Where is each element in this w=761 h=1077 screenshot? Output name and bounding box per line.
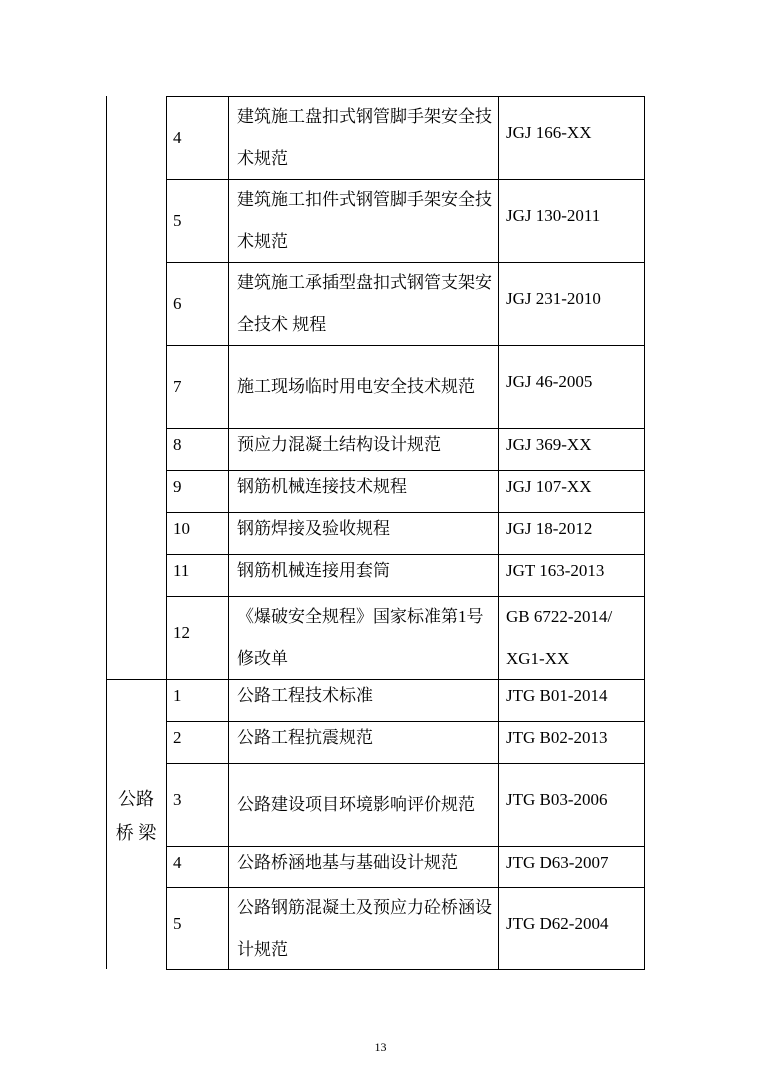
row-number: 12 [173,623,190,642]
row-number: 5 [173,211,182,230]
category-label [106,782,166,850]
category-line-2: 桥 梁 [115,823,157,843]
standard-name: 建筑施工扣件式钢管脚手架安全技术规范 [237,190,492,251]
standard-code: JGJ 107-XX [506,476,592,496]
row-number: 2 [173,727,182,747]
page-number: 13 [374,1040,387,1054]
row-number: 7 [173,377,182,396]
standard-name: 施工现场临时用电安全技术规范 [237,377,475,396]
row-number: 4 [173,128,182,147]
standard-name: 预应力混凝土结构设计规范 [237,434,441,454]
standard-code: JTG B01-2014 [506,685,608,705]
row-number: 9 [173,476,182,496]
standard-code: JTG B03-2006 [506,790,608,809]
row-number: 8 [173,434,182,454]
category-line-1: 公路 [118,789,154,809]
row-number: 4 [173,852,182,872]
standard-code: JGJ 18-2012 [506,518,593,538]
standard-code: JTG B02-2013 [506,727,608,747]
standard-name: 钢筋机械连接技术规程 [237,476,407,496]
standard-name: 建筑施工承插型盘扣式钢管支架安全技术 规程 [237,273,492,334]
row-number: 5 [173,914,182,933]
standard-code: JGJ 130-2011 [506,206,601,225]
standard-name: 公路建设项目环境影响评价规范 [237,795,475,814]
standard-name: 《爆破安全规程》国家标准第1号修改单 [237,607,484,668]
standard-code: JGJ 231-2010 [506,289,601,308]
standard-code: JGJ 46-2005 [506,372,593,391]
row-number: 10 [173,518,190,538]
standard-code: JGJ 369-XX [506,434,592,454]
row-number: 11 [173,560,190,580]
standard-name: 公路钢筋混凝土及预应力砼桥涵设计规范 [237,897,492,959]
row-number: 1 [173,685,182,705]
standard-name: 公路工程抗震规范 [237,727,373,747]
standard-name: 公路桥涵地基与基础设计规范 [237,852,458,872]
standard-code: JGJ 166-XX [506,123,592,142]
standard-code: JGT 163-2013 [506,560,605,580]
right-border [644,96,645,969]
standard-name: 钢筋焊接及验收规程 [237,518,390,538]
standard-name: 公路工程技术标准 [237,685,373,705]
standard-code: JTG D62-2004 [506,914,609,933]
row-number: 6 [173,294,182,313]
standard-code: JTG D63-2007 [506,852,609,872]
standard-name: 建筑施工盘扣式钢管脚手架安全技术规范 [237,107,492,168]
row-number: 3 [173,790,182,809]
standard-name: 钢筋机械连接用套筒 [237,560,390,580]
standard-code: GB 6722-2014/ XG1-XX [506,607,613,668]
